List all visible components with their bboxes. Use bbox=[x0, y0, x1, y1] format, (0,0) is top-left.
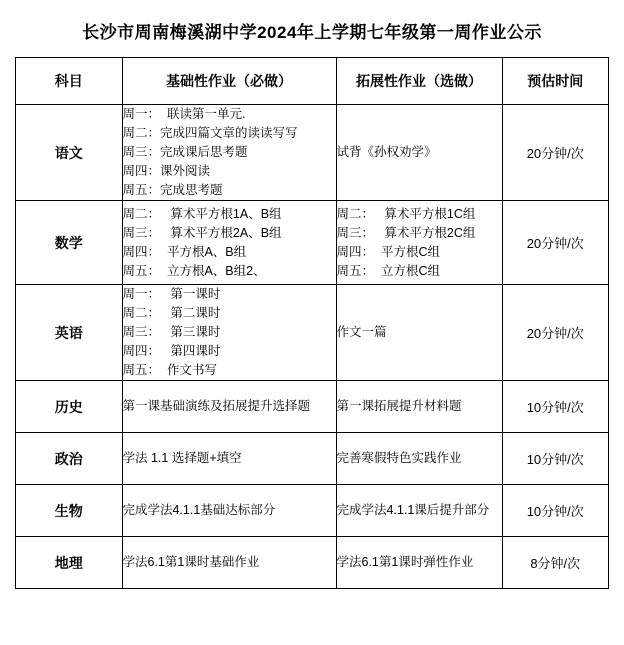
cell-estimated-time: 20分钟/次 bbox=[502, 105, 609, 201]
cell-extended-tasks-line: 周三： 算术平方根2C组 bbox=[336, 225, 476, 240]
homework-table bbox=[15, 57, 609, 589]
cell-basic-tasks bbox=[122, 381, 336, 433]
table-row bbox=[16, 485, 609, 537]
cell-estimated-time: 10分钟/次 bbox=[502, 485, 609, 537]
cell-extended-tasks-line: 完善寒假特色实践作业 bbox=[336, 451, 462, 465]
cell-basic-tasks-line: 周四：课外阅读 bbox=[122, 164, 211, 178]
table-body bbox=[16, 105, 609, 589]
cell-extended-tasks-line: 完成学法4.1.1课后提升部分 bbox=[336, 503, 490, 517]
cell-estimated-time: 10分钟/次 bbox=[502, 381, 609, 433]
cell-estimated-time: 8分钟/次 bbox=[502, 537, 609, 589]
cell-extended-tasks bbox=[336, 485, 502, 537]
cell-subject: 地理 bbox=[16, 537, 123, 589]
table-row bbox=[16, 285, 609, 381]
cell-basic-tasks-line: 周二： 第二课时 bbox=[122, 306, 221, 320]
cell-basic-tasks-line: 周一： 第一课时 bbox=[122, 287, 221, 301]
cell-estimated-time: 10分钟/次 bbox=[502, 433, 609, 485]
cell-extended-tasks-line: 周二： 算术平方根1C组 bbox=[336, 206, 476, 221]
cell-subject: 生物 bbox=[16, 485, 123, 537]
cell-basic-tasks-line: 周二：完成四篇文章的读读写写 bbox=[122, 126, 298, 140]
cell-basic-tasks bbox=[122, 105, 336, 201]
cell-extended-tasks bbox=[336, 433, 502, 485]
cell-estimated-time: 20分钟/次 bbox=[502, 285, 609, 381]
cell-extended-tasks-line: 学法6.1第1课时弹性作业 bbox=[336, 555, 474, 569]
cell-basic-tasks-line: 完成学法4.1.1基础达标部分 bbox=[122, 503, 276, 517]
cell-subject: 政治 bbox=[16, 433, 123, 485]
cell-extended-tasks bbox=[336, 381, 502, 433]
cell-subject: 语文 bbox=[16, 105, 123, 201]
cell-basic-tasks-line: 学法 1.1 选择题+填空 bbox=[122, 451, 242, 465]
cell-basic-tasks-line: 周三：完成课后思考题 bbox=[122, 145, 248, 159]
column-header-basic: 基础性作业（必做） bbox=[122, 58, 336, 105]
table-row bbox=[16, 381, 609, 433]
table-header-row bbox=[16, 58, 609, 105]
cell-basic-tasks-line: 周五： 立方根A、B组2、 bbox=[122, 263, 266, 278]
cell-extended-tasks-line: 周四： 平方根C组 bbox=[336, 244, 440, 259]
cell-basic-tasks-line: 第一课基础演练及拓展提升选择题 bbox=[122, 399, 311, 413]
table-row bbox=[16, 105, 609, 201]
cell-basic-tasks-line: 周四： 第四课时 bbox=[122, 344, 221, 358]
cell-subject: 数学 bbox=[16, 201, 123, 285]
page-title: 长沙市周南梅溪湖中学2024年上学期七年级第一周作业公示 bbox=[82, 23, 542, 42]
cell-estimated-time: 20分钟/次 bbox=[502, 201, 609, 285]
cell-basic-tasks-line: 周三： 第三课时 bbox=[122, 325, 221, 339]
column-header-time: 预估时间 bbox=[502, 58, 609, 105]
cell-basic-tasks-line: 周三： 算术平方根2A、B组 bbox=[122, 225, 282, 240]
cell-subject: 英语 bbox=[16, 285, 123, 381]
cell-basic-tasks-line: 周四： 平方根A、B组 bbox=[122, 244, 247, 259]
table-row bbox=[16, 537, 609, 589]
cell-basic-tasks-line: 周五：完成思考题 bbox=[122, 183, 223, 197]
cell-extended-tasks-line: 试背《孙权劝学》 bbox=[336, 145, 437, 159]
column-header-subject: 科目 bbox=[16, 58, 123, 105]
cell-basic-tasks bbox=[122, 285, 336, 381]
cell-basic-tasks bbox=[122, 201, 336, 285]
cell-extended-tasks-line: 作文一篇 bbox=[336, 325, 387, 339]
cell-subject: 历史 bbox=[16, 381, 123, 433]
cell-extended-tasks bbox=[336, 201, 502, 285]
cell-basic-tasks-line: 周二： 算术平方根1A、B组 bbox=[122, 206, 282, 221]
cell-basic-tasks bbox=[122, 433, 336, 485]
table-row bbox=[16, 201, 609, 285]
cell-basic-tasks-line: 学法6.1第1课时基础作业 bbox=[122, 555, 260, 569]
cell-extended-tasks bbox=[336, 537, 502, 589]
cell-basic-tasks-line: 周五： 作文书写 bbox=[122, 363, 217, 377]
cell-extended-tasks-line: 第一课拓展提升材料题 bbox=[336, 399, 462, 413]
table-header bbox=[16, 58, 609, 105]
table-row bbox=[16, 433, 609, 485]
cell-basic-tasks bbox=[122, 485, 336, 537]
column-header-extended: 拓展性作业（选做） bbox=[336, 58, 502, 105]
cell-basic-tasks-line: 周一： 联读第一单元. bbox=[122, 107, 246, 121]
cell-extended-tasks bbox=[336, 105, 502, 201]
cell-extended-tasks-line: 周五： 立方根C组 bbox=[336, 263, 440, 278]
cell-extended-tasks bbox=[336, 285, 502, 381]
cell-basic-tasks bbox=[122, 537, 336, 589]
